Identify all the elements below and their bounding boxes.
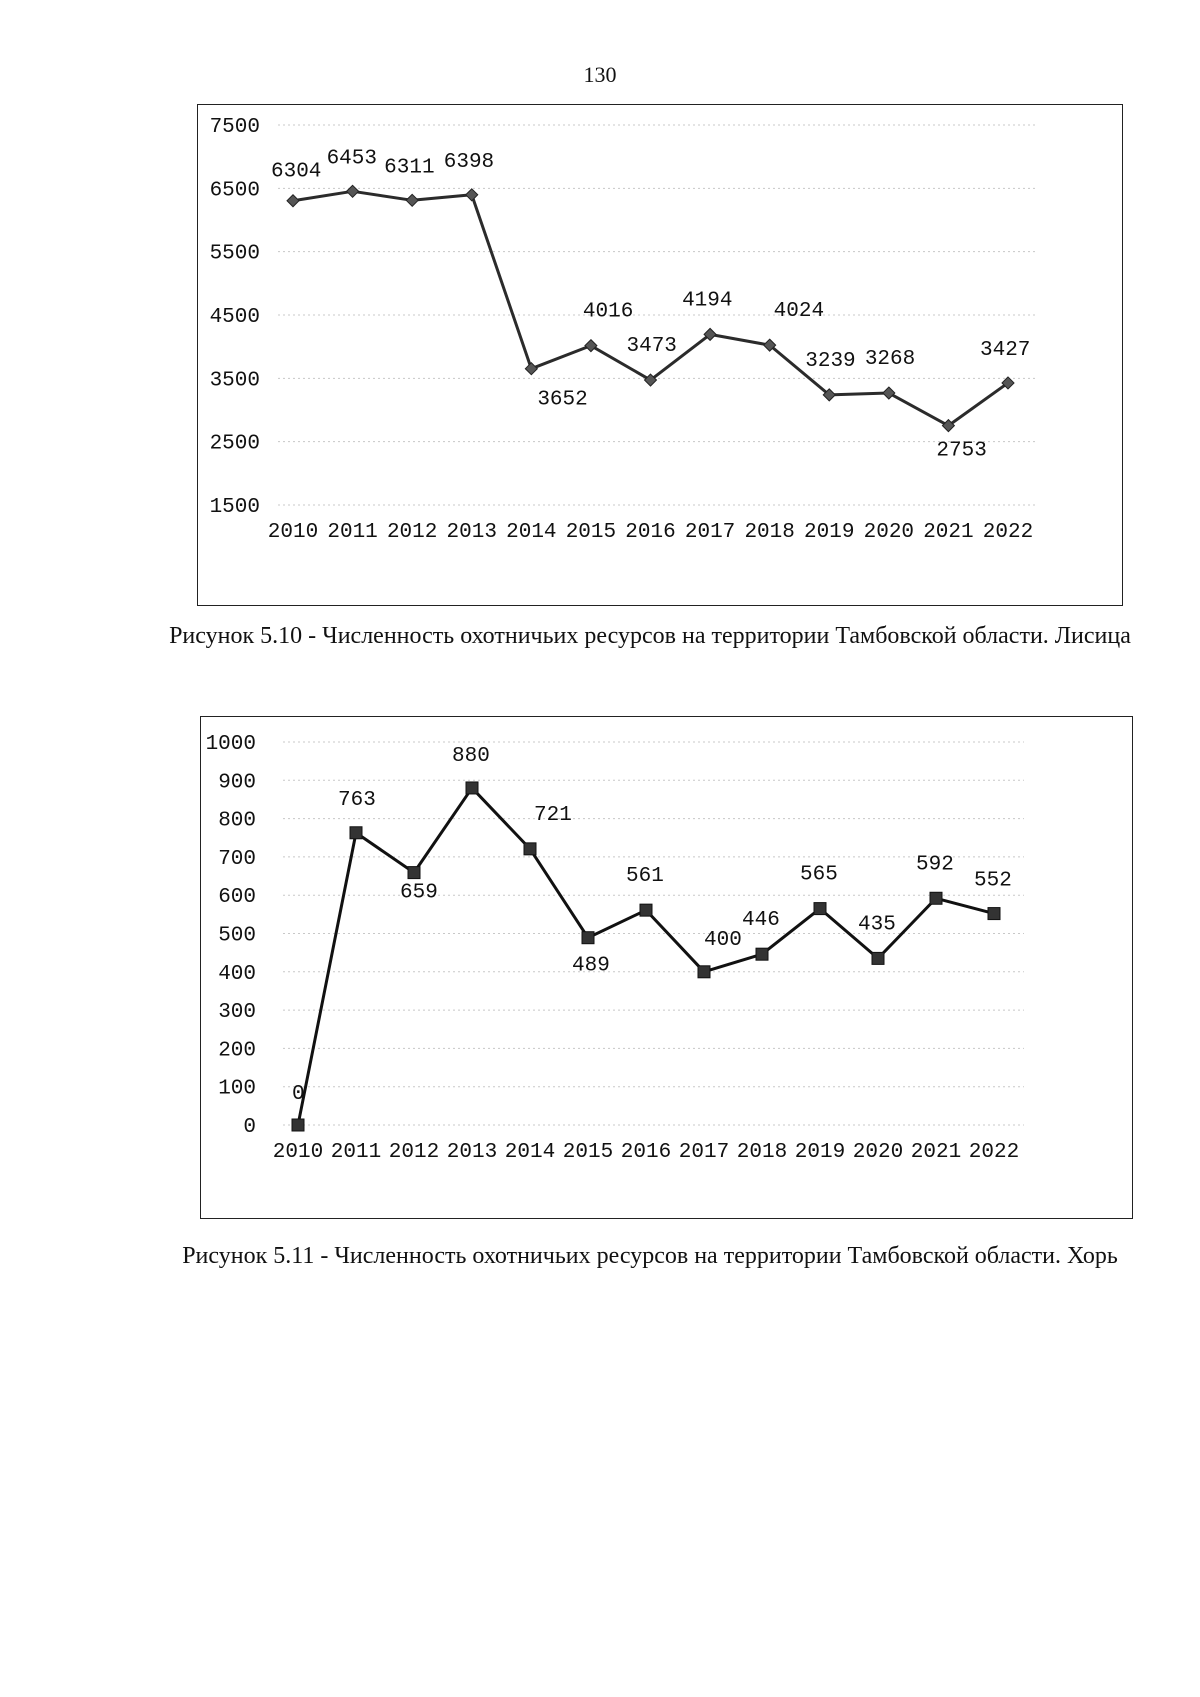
polecat-chart-svg [201,717,1134,1220]
data-point [292,1119,304,1131]
x-tick-label: 2018 [736,1141,788,1164]
y-tick-label: 100 [218,1077,256,1101]
x-tick-label: 2020 [852,1141,904,1164]
data-label: 2753 [936,439,987,463]
x-tick-label: 2011 [327,521,378,544]
data-label: 763 [338,788,376,812]
x-tick-label: 2020 [863,521,915,544]
figure-caption-5-10: Рисунок 5.10 - Численность охотничьих ресурсов на территории Тамбовской области. Лисица [169,623,1131,649]
data-label: 4016 [582,300,634,324]
data-point [525,363,537,375]
y-tick-label: 3500 [209,369,260,393]
y-tick-label: 700 [218,847,256,871]
x-tick-label: 2017 [684,521,736,544]
x-tick-label: 2015 [565,521,617,544]
data-label: 561 [626,865,664,889]
data-point [406,194,418,206]
y-tick-label: 2500 [209,432,260,456]
y-tick-label: 400 [218,962,256,986]
y-tick-label: 200 [218,1039,256,1063]
x-tick-label: 2018 [744,521,795,544]
data-label: 400 [704,928,742,952]
x-tick-label: 2022 [968,1141,1020,1164]
x-tick-label: 2021 [923,521,974,544]
x-tick-label: 2021 [910,1141,962,1164]
y-tick-label: 7500 [209,116,260,139]
data-label: 552 [974,869,1012,893]
polecat-chart [200,716,1133,1219]
x-tick-label: 2022 [982,521,1034,544]
data-label: 6453 [326,147,378,171]
data-point [466,189,478,201]
data-label: 3473 [626,335,677,359]
y-tick-label: 300 [218,1001,256,1025]
data-point [347,185,359,197]
data-label: 489 [572,954,610,978]
data-point [350,827,362,839]
y-tick-label: 600 [218,886,256,910]
data-label: 4024 [773,300,825,324]
x-tick-label: 2010 [267,521,319,544]
page-number: 130 [583,62,617,87]
x-tick-label: 2015 [562,1141,614,1164]
data-point [287,195,299,207]
data-point [872,952,884,964]
x-tick-label: 2014 [504,1141,556,1164]
data-point [582,932,594,944]
data-label: 3268 [864,348,916,372]
data-point [756,948,768,960]
data-label: 446 [742,909,780,933]
x-tick-label: 2019 [804,521,855,544]
data-point [524,843,536,855]
y-tick-label: 4500 [209,306,260,329]
x-tick-label: 2017 [678,1141,730,1164]
data-label: 3427 [980,338,1031,362]
fox-chart [197,104,1123,606]
fox-chart-svg [198,105,1124,607]
data-label: 3239 [805,349,856,373]
x-tick-label: 2010 [272,1141,324,1164]
x-tick-label: 2012 [388,1141,440,1164]
x-tick-label: 2012 [386,521,438,544]
y-tick-label: 500 [218,924,256,948]
series-line [293,191,1008,425]
data-label: 4194 [682,289,733,313]
y-tick-label: 5500 [209,242,260,266]
data-label: 6304 [271,160,322,184]
data-label: 880 [452,744,490,768]
data-label: 435 [858,913,896,937]
data-label: 0 [292,1083,305,1106]
data-point [930,892,942,904]
data-point [814,903,826,915]
data-point [883,387,895,399]
data-point [698,966,710,978]
data-label: 659 [400,881,438,905]
y-tick-label: 900 [218,771,256,795]
x-tick-label: 2016 [625,521,676,544]
data-point [585,340,597,352]
y-tick-label: 1500 [209,496,260,519]
data-label: 721 [534,803,572,827]
data-label: 6311 [384,156,435,180]
data-point [466,782,478,794]
x-tick-label: 2011 [330,1141,382,1164]
y-tick-label: 6500 [209,179,260,203]
y-tick-label: 0 [243,1116,256,1139]
x-tick-label: 2019 [794,1141,846,1164]
x-tick-label: 2013 [446,1141,498,1164]
y-tick-label: 800 [218,809,256,833]
data-label: 6398 [443,150,495,174]
y-tick-label: 1000 [205,733,256,756]
x-tick-label: 2014 [506,521,557,544]
data-label: 565 [800,863,838,887]
data-label: 3652 [537,388,588,412]
data-point [988,908,1000,920]
data-point [408,867,420,879]
data-label: 592 [916,853,954,877]
x-tick-label: 2016 [620,1141,672,1164]
series-line [298,788,994,1125]
data-point [640,904,652,916]
figure-caption-5-11: Рисунок 5.11 - Численность охотничьих ресурсов на территории Тамбовской области. Хорь [182,1243,1118,1269]
x-tick-label: 2013 [446,521,497,544]
